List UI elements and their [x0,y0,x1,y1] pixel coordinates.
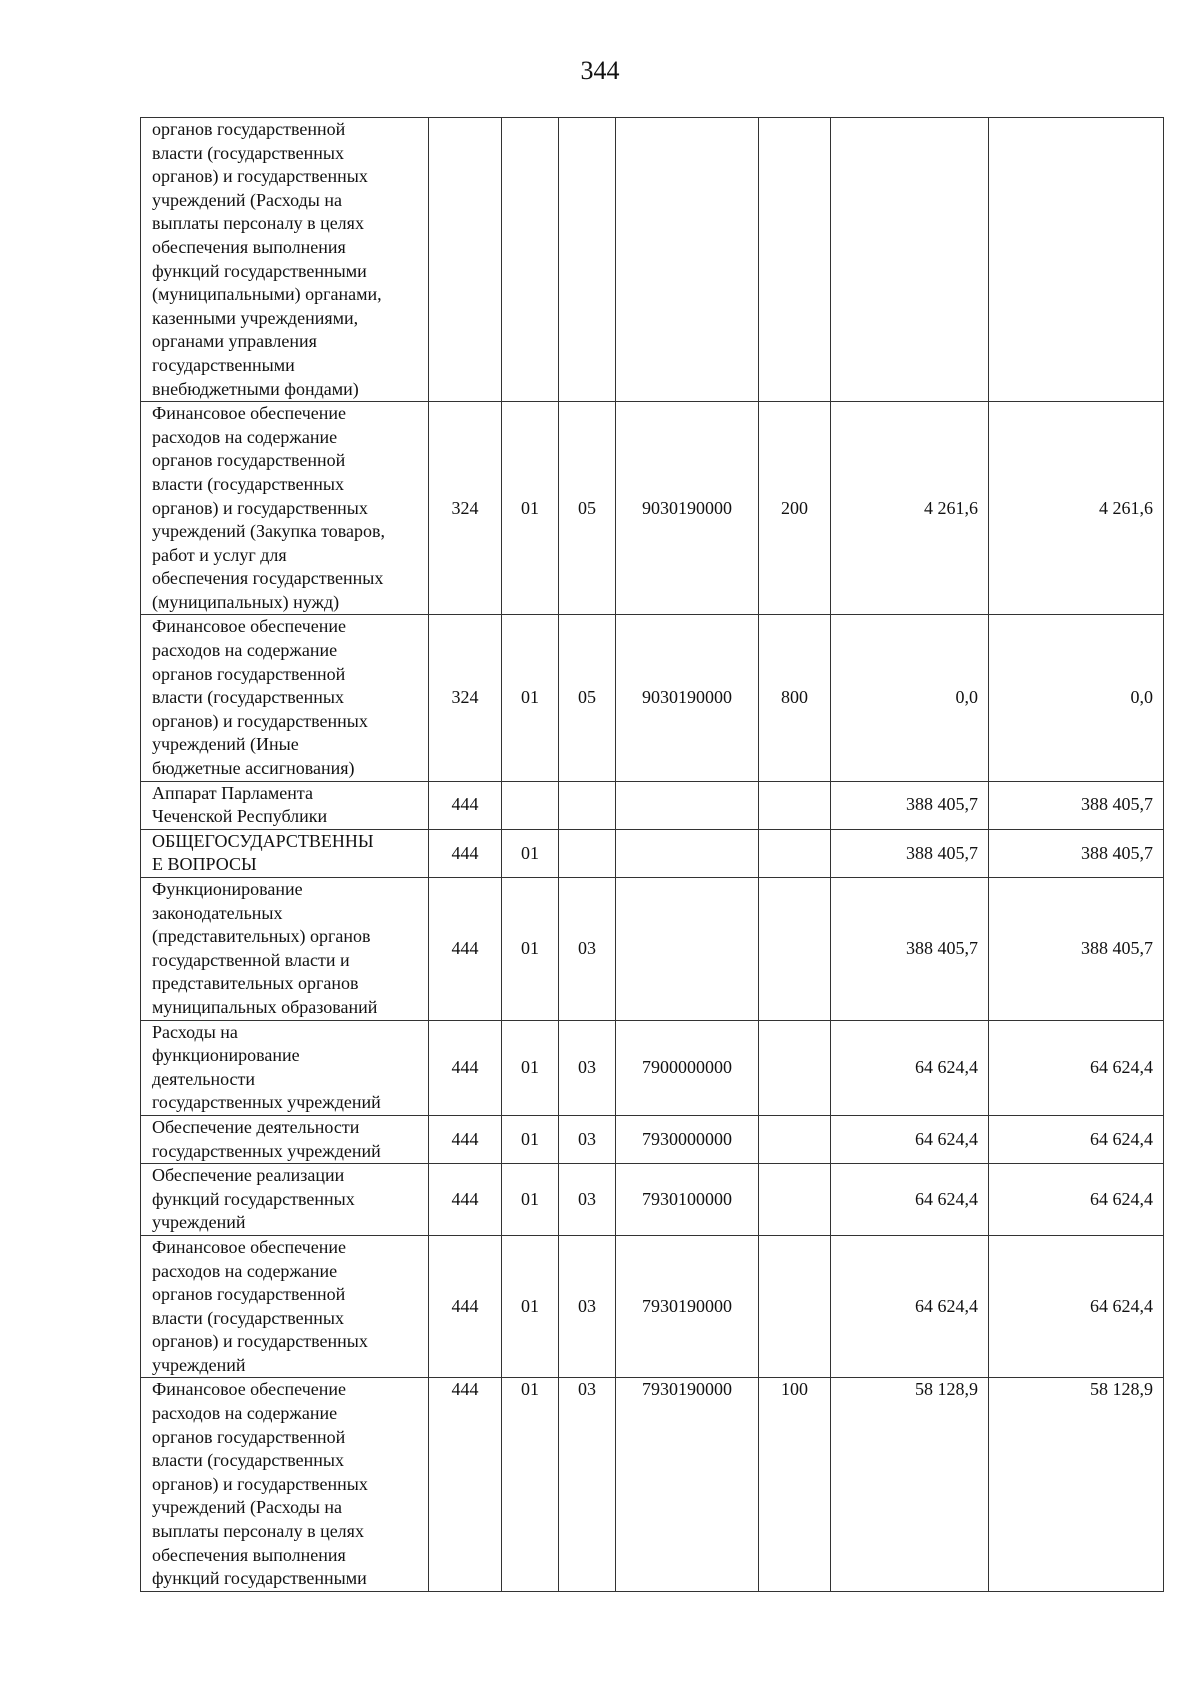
subsection-code-cell [559,118,616,402]
subsection-code-cell: 05 [559,402,616,615]
section-code-cell: 01 [502,1020,559,1115]
table-row [141,402,1164,615]
table-row [141,829,1164,877]
target-article-cell: 7930190000 [616,1235,759,1378]
table-row [141,781,1164,829]
budget-table [140,117,1164,1592]
section-code-cell: 01 [502,829,559,877]
ved-code-cell: 324 [429,402,502,615]
amount-first-cell: 64 624,4 [831,1115,989,1163]
row-name-cell: Обеспечение деятельности государственных учреждений [141,1115,429,1163]
amount-second-cell: 388 405,7 [989,781,1164,829]
subsection-code-cell: 03 [559,1020,616,1115]
target-article-cell: 7930000000 [616,1115,759,1163]
row-name-cell: Финансовое обеспечение расходов на содержание органов государственной власти (государственных органов) и государственных учреждений (Расходы на выплаты персоналу в целях обеспечения выполнения функций государственными [141,1378,429,1591]
expense-type-cell [759,781,831,829]
target-article-cell [616,118,759,402]
ved-code-cell: 444 [429,781,502,829]
table-row [141,1235,1164,1378]
section-code-cell [502,118,559,402]
ved-code-cell [429,118,502,402]
ved-code-cell: 444 [429,878,502,1021]
table-row [141,615,1164,781]
table-row [141,1378,1164,1591]
subsection-code-cell: 03 [559,1378,616,1591]
subsection-code-cell: 03 [559,1235,616,1378]
table-row [141,1164,1164,1236]
ved-code-cell: 324 [429,615,502,781]
ved-code-cell: 444 [429,829,502,877]
section-code-cell: 01 [502,402,559,615]
ved-code-cell: 444 [429,1115,502,1163]
amount-first-cell: 4 261,6 [831,402,989,615]
target-article-cell [616,878,759,1021]
target-article-cell: 9030190000 [616,402,759,615]
amount-second-cell: 0,0 [989,615,1164,781]
target-article-cell: 7930100000 [616,1164,759,1236]
section-code-cell: 01 [502,1235,559,1378]
section-code-cell: 01 [502,878,559,1021]
expense-type-cell: 200 [759,402,831,615]
amount-second-cell: 388 405,7 [989,878,1164,1021]
expense-type-cell [759,1235,831,1378]
row-name-cell: ОБЩЕГОСУДАРСТВЕННЫ Е ВОПРОСЫ [141,829,429,877]
amount-first-cell: 388 405,7 [831,829,989,877]
expense-type-cell: 800 [759,615,831,781]
amount-second-cell: 388 405,7 [989,829,1164,877]
subsection-code-cell: 03 [559,878,616,1021]
ved-code-cell: 444 [429,1164,502,1236]
amount-first-cell: 64 624,4 [831,1164,989,1236]
page-number: 344 [580,56,620,85]
amount-second-cell: 4 261,6 [989,402,1164,615]
expense-type-cell [759,829,831,877]
table-row [141,118,1164,402]
subsection-code-cell: 03 [559,1115,616,1163]
section-code-cell: 01 [502,615,559,781]
subsection-code-cell: 03 [559,1164,616,1236]
amount-first-cell: 388 405,7 [831,878,989,1021]
expense-type-cell [759,1164,831,1236]
ved-code-cell: 444 [429,1378,502,1591]
row-name-cell: Финансовое обеспечение расходов на содержание органов государственной власти (государственных органов) и государственных учреждений [141,1235,429,1378]
ved-code-cell: 444 [429,1235,502,1378]
table-row [141,1115,1164,1163]
expense-type-cell [759,118,831,402]
section-code-cell: 01 [502,1115,559,1163]
section-code-cell: 01 [502,1164,559,1236]
amount-second-cell: 64 624,4 [989,1164,1164,1236]
amount-second-cell [989,118,1164,402]
subsection-code-cell: 05 [559,615,616,781]
target-article-cell: 7930190000 [616,1378,759,1591]
table-row [141,1020,1164,1115]
table-body [141,118,1164,1592]
row-name-cell: Финансовое обеспечение расходов на содержание органов государственной власти (государственных органов) и государственных учреждений (Закупка товаров, работ и услуг для обеспечения государственных (муниципальных) нужд) [141,402,429,615]
row-name-cell: Функционирование законодательных (представительных) органов государственной власти и представительных органов муниципальных образований [141,878,429,1021]
amount-first-cell: 64 624,4 [831,1020,989,1115]
target-article-cell: 9030190000 [616,615,759,781]
row-name-cell: Аппарат Парламента Чеченской Республики [141,781,429,829]
row-name-cell: органов государственной власти (государственных органов) и государственных учреждений (Расходы на выплаты персоналу в целях обеспечения выполнения функций государственными (муниципальными) органами, казенными учреждениями, органами управления государственными внебюджетными фондами) [141,118,429,402]
amount-first-cell: 58 128,9 [831,1378,989,1591]
target-article-cell [616,781,759,829]
amount-first-cell: 0,0 [831,615,989,781]
amount-first-cell [831,118,989,402]
amount-second-cell: 64 624,4 [989,1115,1164,1163]
amount-first-cell: 388 405,7 [831,781,989,829]
expense-type-cell: 100 [759,1378,831,1591]
row-name-cell: Финансовое обеспечение расходов на содержание органов государственной власти (государственных органов) и государственных учреждений (Иные бюджетные ассигнования) [141,615,429,781]
amount-second-cell: 58 128,9 [989,1378,1164,1591]
expense-type-cell [759,1115,831,1163]
ved-code-cell: 444 [429,1020,502,1115]
section-code-cell [502,781,559,829]
expense-type-cell [759,1020,831,1115]
table-row [141,878,1164,1021]
subsection-code-cell [559,781,616,829]
amount-first-cell: 64 624,4 [831,1235,989,1378]
row-name-cell: Обеспечение реализации функций государственных учреждений [141,1164,429,1236]
amount-second-cell: 64 624,4 [989,1020,1164,1115]
target-article-cell [616,829,759,877]
expense-type-cell [759,878,831,1021]
subsection-code-cell [559,829,616,877]
section-code-cell: 01 [502,1378,559,1591]
amount-second-cell: 64 624,4 [989,1235,1164,1378]
target-article-cell: 7900000000 [616,1020,759,1115]
row-name-cell: Расходы на функционирование деятельности государственных учреждений [141,1020,429,1115]
